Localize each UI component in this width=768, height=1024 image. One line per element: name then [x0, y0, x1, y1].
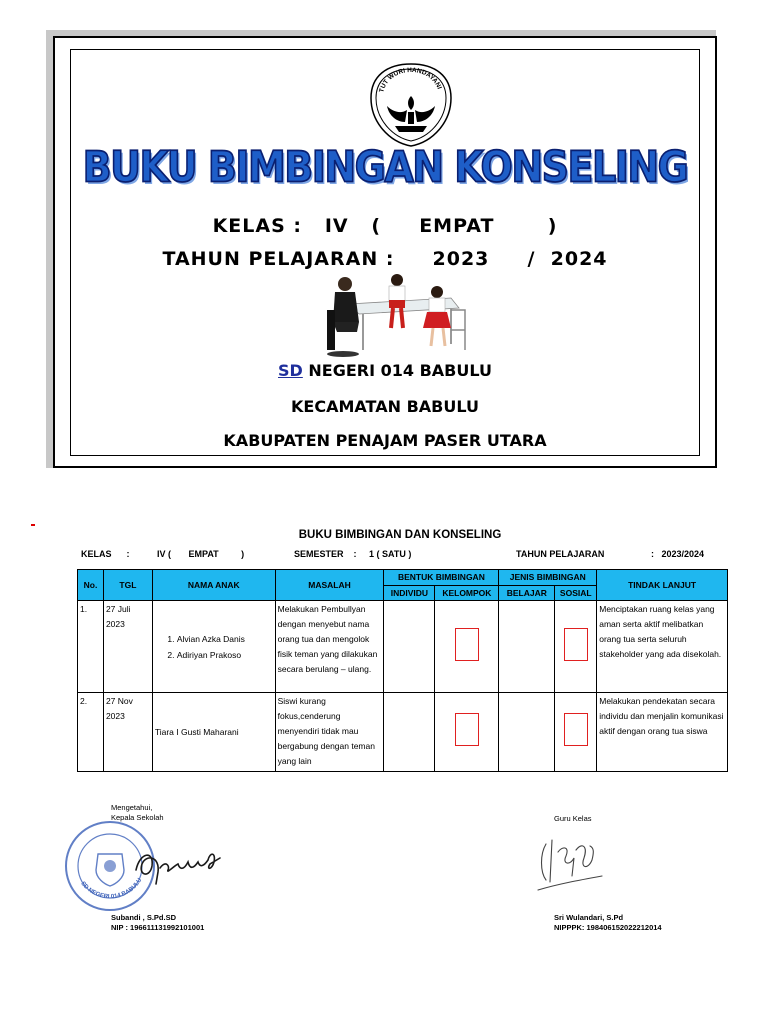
table-row	[78, 693, 728, 772]
principal-name: Subandi , S.Pd.SD	[111, 913, 177, 922]
teacher-title: Guru Kelas	[554, 814, 592, 823]
teacher-name: Sri Wulandari, S.Pd	[554, 913, 624, 922]
tahun-value: : 2023/2024	[651, 549, 705, 559]
cover-school-line	[71, 361, 699, 380]
kelas-value: IV ( EMPAT )	[157, 549, 245, 559]
teacher-info	[554, 913, 662, 933]
cover-page	[53, 36, 717, 468]
sosial-checkbox[interactable]	[564, 713, 588, 746]
row-sosial	[555, 601, 597, 693]
table-row	[78, 601, 728, 693]
header-individu: INDIVIDU	[384, 585, 435, 601]
red-dash-mark	[31, 524, 35, 526]
kelompok-checkbox[interactable]	[455, 628, 479, 661]
semester-value: 1 ( SATU )	[369, 549, 412, 559]
kepala-sekolah-label: Kepala Sekolah	[111, 813, 164, 822]
cover-kabupaten: KABUPATEN PENAJAM PASER UTARA	[223, 431, 547, 450]
mengetahui-label: Mengetahui,	[111, 803, 153, 812]
header-tindak: TINDAK LANJUT	[597, 570, 728, 601]
sosial-checkbox[interactable]	[564, 628, 588, 661]
row-belajar	[499, 693, 555, 772]
row-no: 2.	[78, 693, 104, 772]
principal-info	[111, 913, 204, 933]
row-tgl: 27 Nov 2023	[103, 693, 152, 772]
row-kelompok	[435, 601, 499, 693]
header-belajar: BELAJAR	[499, 585, 555, 601]
school-name: NEGERI 014 BABULU	[302, 361, 492, 380]
cover-inner-frame	[70, 49, 700, 456]
cover-title: BUKU BIMBINGAN KONSELING	[82, 142, 688, 192]
student-name: 2. Adiriyan Prakoso	[177, 647, 273, 663]
counseling-illustration-icon	[319, 270, 479, 358]
row-kelompok	[435, 693, 499, 772]
document-title: BUKU BIMBINGAN DAN KONSELING	[298, 529, 502, 541]
header-tgl: TGL	[103, 570, 152, 601]
header-kelompok: KELOMPOK	[435, 585, 499, 601]
row-individu	[384, 601, 435, 693]
row-belajar	[499, 601, 555, 693]
header-no: No.	[78, 570, 104, 601]
row-tindak: Menciptakan ruang kelas yang aman serta aktif melibatkan orang tua serta seluruh stakeholder yang ada disekolah.	[597, 601, 728, 693]
school-sd-label: SD	[278, 361, 303, 380]
row-no: 1.	[78, 601, 104, 693]
tahun-label: TAHUN PELAJARAN	[516, 549, 605, 559]
semester-label: SEMESTER :	[294, 549, 357, 559]
cover-tahun-line: TAHUN PELAJARAN : 2023 / 2024	[162, 248, 608, 270]
counseling-table	[77, 569, 728, 772]
cover-kecamatan: KECAMATAN BABULU	[291, 397, 479, 416]
cover-kelas-line: KELAS : IV ( EMPAT )	[212, 215, 558, 237]
header-nama: NAMA ANAK	[152, 570, 275, 601]
header-sosial: SOSIAL	[555, 585, 597, 601]
principal-nip: NIP : 196611131992101001	[111, 923, 205, 932]
row-sosial	[555, 693, 597, 772]
row-nama: Tiara I Gusti Maharani	[152, 693, 275, 772]
teacher-signature-icon	[532, 832, 610, 894]
row-nama	[152, 601, 275, 693]
row-tgl: 27 Juli 2023	[103, 601, 152, 693]
row-masalah: Siswi kurang fokus,cenderung menyendiri tidak mau bergabung dengan teman yang lain	[275, 693, 384, 772]
header-masalah: MASALAH	[275, 570, 384, 601]
row-individu	[384, 693, 435, 772]
header-bentuk: BENTUK BIMBINGAN	[384, 570, 499, 586]
kelas-label: KELAS :	[81, 549, 130, 559]
row-tindak: Melakukan pendekatan secara individu dan menjalin komunikasi aktif dengan orang tua siswa	[597, 693, 728, 772]
teacher-nip: NIPPPK: 198406152022212014	[554, 923, 662, 932]
header-jenis: JENIS BIMBINGAN	[499, 570, 597, 586]
row-masalah: Melakukan Pembullyan dengan menyebut nama orang tua dan mengolok fisik teman yang dilakukan secara berulang – ulang.	[275, 601, 384, 693]
principal-signature-icon	[130, 840, 222, 886]
tut-wuri-handayani-logo-icon	[365, 60, 457, 150]
logo-motto: TUT WURI HANDAYANI	[378, 66, 443, 94]
stamp-text: SD NEGERI 014 BABULU	[79, 877, 144, 901]
student-name: 1. Alvian Azka Danis	[177, 631, 273, 647]
kelompok-checkbox[interactable]	[455, 713, 479, 746]
